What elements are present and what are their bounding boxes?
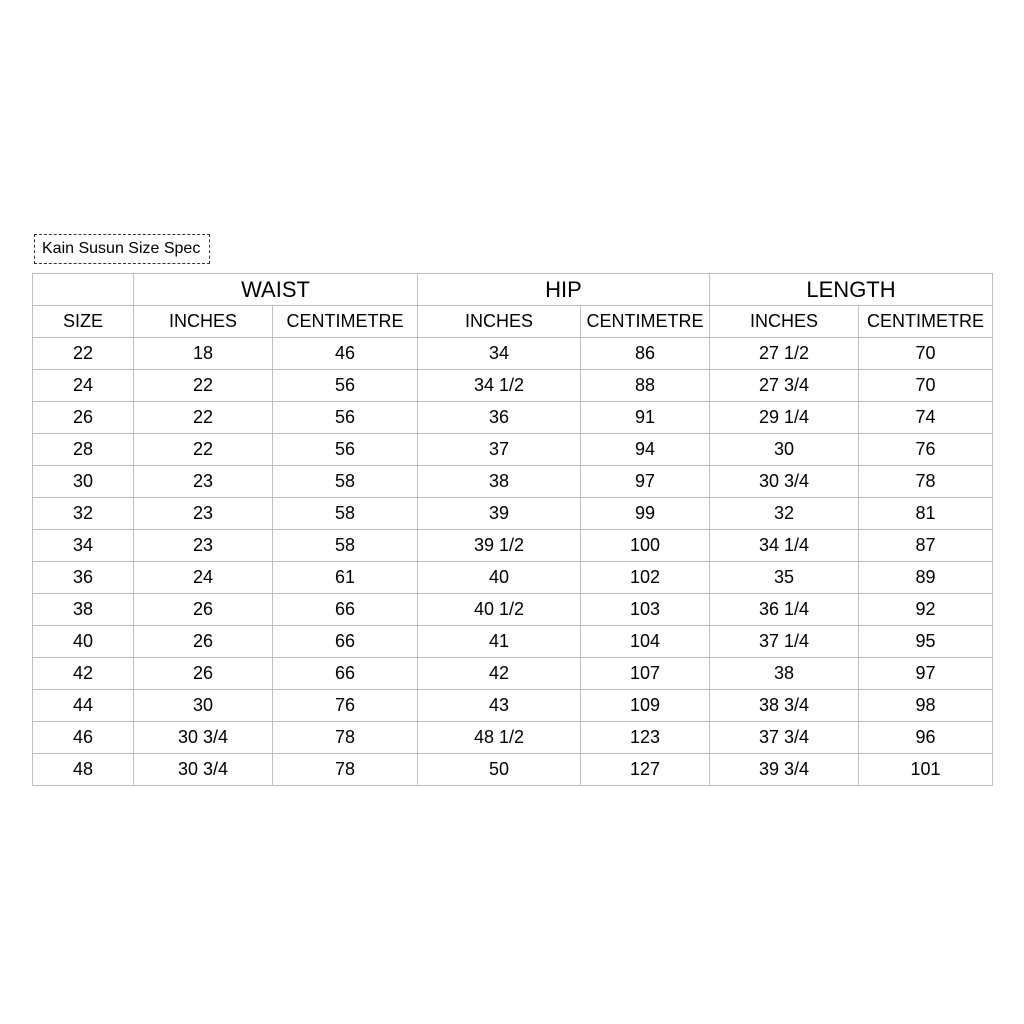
length-centimetre-cell: 98 (859, 690, 993, 722)
waist-centimetre-cell: 46 (273, 338, 418, 370)
group-header-row (33, 274, 993, 306)
table-row (33, 402, 993, 434)
waist-centimetre-cell: 58 (273, 530, 418, 562)
hip-centimetre-cell: 97 (581, 466, 710, 498)
waist-centimetre-cell: 61 (273, 562, 418, 594)
hip-inches-cell: 39 1/2 (418, 530, 581, 562)
hip-inches-cell: 40 1/2 (418, 594, 581, 626)
size-cell: 38 (33, 594, 134, 626)
waist-inches-cell: 30 (134, 690, 273, 722)
hip-inches-cell: 37 (418, 434, 581, 466)
hip-centimetre-cell: 103 (581, 594, 710, 626)
hip-centimetre-cell: 94 (581, 434, 710, 466)
length-centimetre-cell: 76 (859, 434, 993, 466)
hip-inches-cell: 39 (418, 498, 581, 530)
hip-inches-cell: 36 (418, 402, 581, 434)
hip-inches-cell: 50 (418, 754, 581, 786)
table-row (33, 722, 993, 754)
length-inches-cell: 35 (710, 562, 859, 594)
waist-inches-cell: 22 (134, 434, 273, 466)
waist-inches-header: INCHES (134, 306, 273, 338)
hip-centimetre-cell: 104 (581, 626, 710, 658)
table-title: Kain Susun Size Spec (34, 234, 210, 264)
waist-centimetre-cell: 56 (273, 434, 418, 466)
length-inches-cell: 30 (710, 434, 859, 466)
waist-inches-cell: 26 (134, 626, 273, 658)
waist-inches-cell: 22 (134, 370, 273, 402)
length-inches-cell: 39 3/4 (710, 754, 859, 786)
waist-inches-cell: 23 (134, 498, 273, 530)
table-row (33, 530, 993, 562)
hip-centimetre-cell: 86 (581, 338, 710, 370)
hip-centimetre-cell: 109 (581, 690, 710, 722)
blank-header-cell (33, 274, 134, 306)
waist-centimetre-header: CENTIMETRE (273, 306, 418, 338)
hip-centimetre-cell: 88 (581, 370, 710, 402)
size-cell: 46 (33, 722, 134, 754)
length-inches-cell: 37 3/4 (710, 722, 859, 754)
length-centimetre-cell: 101 (859, 754, 993, 786)
table-row (33, 626, 993, 658)
length-inches-header: INCHES (710, 306, 859, 338)
hip-inches-cell: 43 (418, 690, 581, 722)
waist-centimetre-cell: 58 (273, 466, 418, 498)
hip-centimetre-cell: 127 (581, 754, 710, 786)
table-row (33, 498, 993, 530)
waist-inches-cell: 24 (134, 562, 273, 594)
length-centimetre-cell: 95 (859, 626, 993, 658)
size-cell: 36 (33, 562, 134, 594)
length-inches-cell: 27 1/2 (710, 338, 859, 370)
waist-group-header: WAIST (134, 274, 418, 306)
length-inches-cell: 30 3/4 (710, 466, 859, 498)
hip-centimetre-cell: 99 (581, 498, 710, 530)
length-inches-cell: 27 3/4 (710, 370, 859, 402)
table-row (33, 754, 993, 786)
waist-inches-cell: 26 (134, 594, 273, 626)
hip-inches-cell: 38 (418, 466, 581, 498)
size-cell: 34 (33, 530, 134, 562)
length-centimetre-header: CENTIMETRE (859, 306, 993, 338)
hip-centimetre-cell: 107 (581, 658, 710, 690)
length-centimetre-cell: 97 (859, 658, 993, 690)
waist-inches-cell: 18 (134, 338, 273, 370)
waist-inches-cell: 30 3/4 (134, 722, 273, 754)
size-cell: 48 (33, 754, 134, 786)
waist-inches-cell: 23 (134, 466, 273, 498)
table-row (33, 690, 993, 722)
hip-centimetre-cell: 91 (581, 402, 710, 434)
table-row (33, 466, 993, 498)
length-centimetre-cell: 87 (859, 530, 993, 562)
size-cell: 44 (33, 690, 134, 722)
table-row (33, 370, 993, 402)
waist-inches-cell: 22 (134, 402, 273, 434)
length-centimetre-cell: 92 (859, 594, 993, 626)
size-spec-table (32, 273, 993, 786)
length-inches-cell: 36 1/4 (710, 594, 859, 626)
waist-centimetre-cell: 66 (273, 626, 418, 658)
hip-inches-cell: 41 (418, 626, 581, 658)
table-row (33, 658, 993, 690)
length-centimetre-cell: 70 (859, 338, 993, 370)
size-cell: 28 (33, 434, 134, 466)
waist-centimetre-cell: 56 (273, 402, 418, 434)
table-row (33, 434, 993, 466)
size-cell: 26 (33, 402, 134, 434)
hip-inches-header: INCHES (418, 306, 581, 338)
hip-inches-cell: 34 1/2 (418, 370, 581, 402)
size-cell: 22 (33, 338, 134, 370)
length-centimetre-cell: 96 (859, 722, 993, 754)
length-centimetre-cell: 89 (859, 562, 993, 594)
size-cell: 40 (33, 626, 134, 658)
waist-centimetre-cell: 56 (273, 370, 418, 402)
waist-centimetre-cell: 66 (273, 658, 418, 690)
waist-inches-cell: 26 (134, 658, 273, 690)
length-centimetre-cell: 74 (859, 402, 993, 434)
size-cell: 30 (33, 466, 134, 498)
column-header-row (33, 306, 993, 338)
size-cell: 42 (33, 658, 134, 690)
waist-centimetre-cell: 78 (273, 722, 418, 754)
waist-centimetre-cell: 58 (273, 498, 418, 530)
size-column-header: SIZE (33, 306, 134, 338)
length-inches-cell: 32 (710, 498, 859, 530)
length-centimetre-cell: 78 (859, 466, 993, 498)
length-inches-cell: 38 (710, 658, 859, 690)
length-inches-cell: 34 1/4 (710, 530, 859, 562)
hip-centimetre-header: CENTIMETRE (581, 306, 710, 338)
size-cell: 24 (33, 370, 134, 402)
length-inches-cell: 37 1/4 (710, 626, 859, 658)
length-centimetre-cell: 81 (859, 498, 993, 530)
waist-inches-cell: 30 3/4 (134, 754, 273, 786)
length-group-header: LENGTH (710, 274, 993, 306)
table-row (33, 562, 993, 594)
table-row (33, 594, 993, 626)
size-cell: 32 (33, 498, 134, 530)
hip-group-header: HIP (418, 274, 710, 306)
hip-inches-cell: 34 (418, 338, 581, 370)
hip-inches-cell: 40 (418, 562, 581, 594)
waist-centimetre-cell: 78 (273, 754, 418, 786)
hip-centimetre-cell: 123 (581, 722, 710, 754)
waist-centimetre-cell: 76 (273, 690, 418, 722)
table-body (33, 338, 993, 786)
hip-centimetre-cell: 100 (581, 530, 710, 562)
waist-inches-cell: 23 (134, 530, 273, 562)
length-inches-cell: 38 3/4 (710, 690, 859, 722)
hip-inches-cell: 48 1/2 (418, 722, 581, 754)
length-inches-cell: 29 1/4 (710, 402, 859, 434)
hip-centimetre-cell: 102 (581, 562, 710, 594)
table-row (33, 338, 993, 370)
waist-centimetre-cell: 66 (273, 594, 418, 626)
hip-inches-cell: 42 (418, 658, 581, 690)
length-centimetre-cell: 70 (859, 370, 993, 402)
